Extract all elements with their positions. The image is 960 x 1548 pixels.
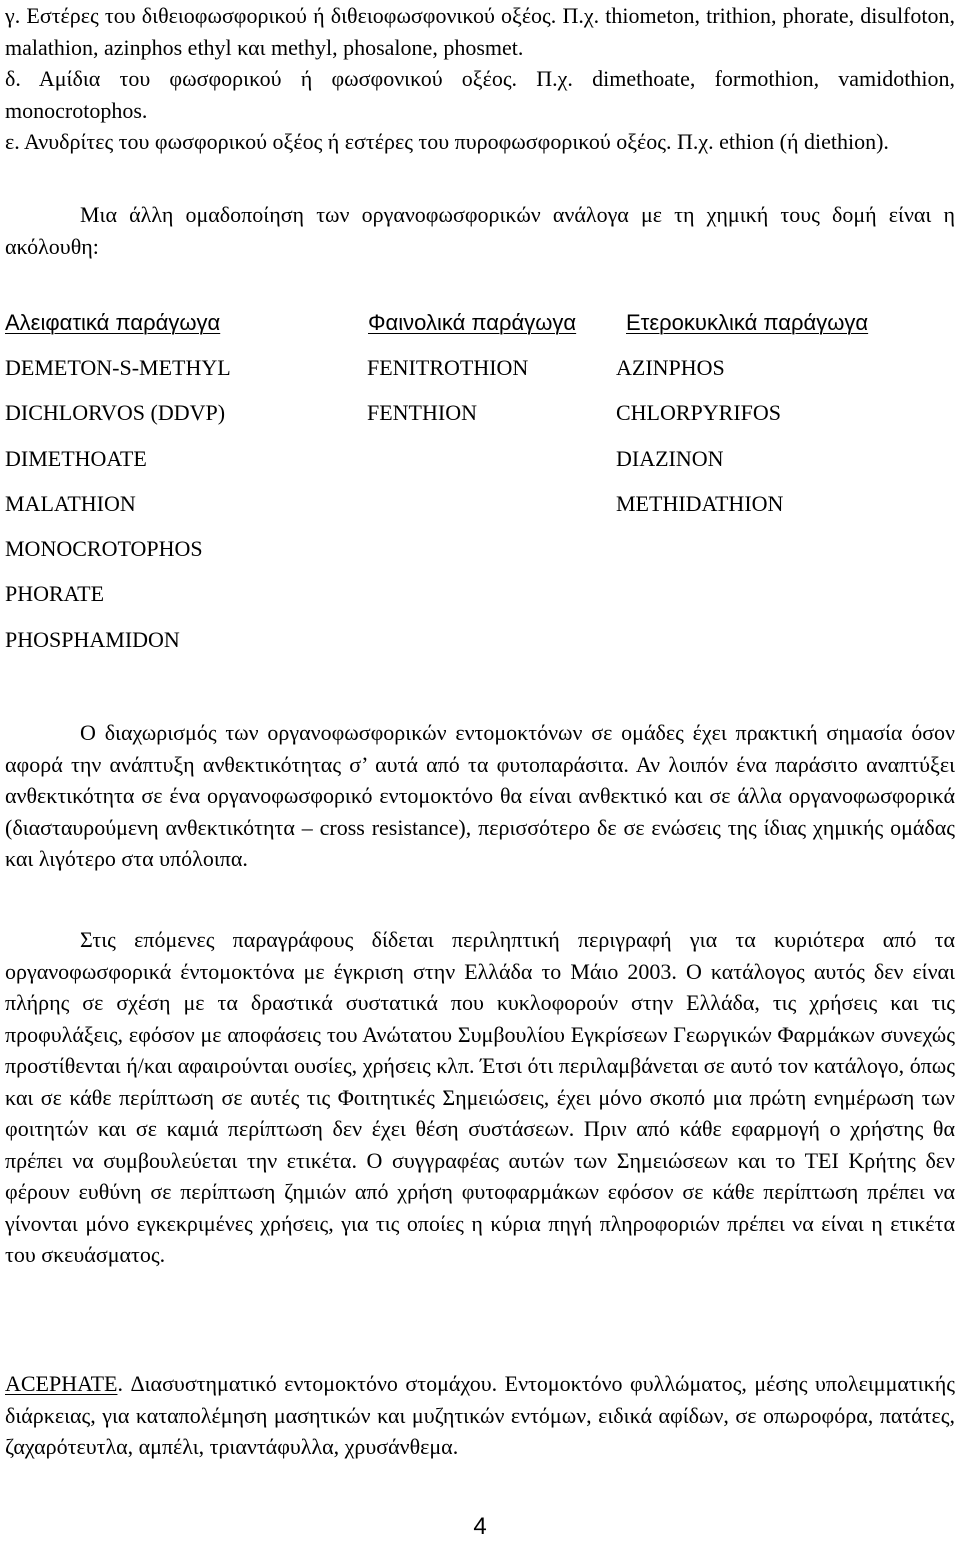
compound-name: AZINPHOS — [616, 355, 725, 380]
header-phenolic: Φαινολικά παράγωγα — [368, 310, 577, 335]
compound-name: MONOCROTOPHOS — [5, 536, 203, 562]
column-heterocyclic — [616, 352, 783, 533]
header-aliphatic: Αλειφατικά παράγωγα — [5, 310, 221, 335]
compound-name: DIAZINON — [616, 445, 724, 471]
page-number: 4 — [473, 1513, 487, 1540]
acephate-description: . Διασυστηματικό εντομοκτόνο στομάχου. Εντομοκτόνο φυλλώματος, μέσης υπολειμματικής διάρκειας, για καταπολέμηση μασητικών και μυζητικών εντόμων, ειδικά αφίδων, σε οπωροφόρα, πατάτες, ζαχαρότευτλα, αμπέλι, τριαντάφυλλα, χρυσάνθεμα. — [5, 1371, 955, 1459]
notes-section — [5, 924, 955, 1271]
compound-name: FENTHION — [367, 400, 477, 426]
class-item-g: γ. Εστέρες του διθειοφωσφορικού ή διθειοφωσφονικού οξέος. Π.χ. thiometon, trithion, phorate, disulfoton, malathion, azinphos ethyl και methyl, phosalone, phosmet. — [5, 3, 955, 60]
compound-name: MALATHION — [5, 490, 136, 516]
compound-name: PHOSPHAMIDON — [5, 626, 180, 652]
compound-name: CHLORPYRIFOS — [616, 400, 782, 426]
notes-paragraph: Στις επόμενες παραγράφους δίδεται περιληπτική περιγραφή για τα κυριότερα από τα οργανοφωσφορικά έντομοκτόνα με έγκριση στην Ελλάδα το Μάιο 2003. Ο κατάλογος αυτός δεν είναι πλήρης σε σχέση με τα δραστικά συστατικά που κυκλοφορούν στην Ελλάδα, τις χρήσεις και τις προφυλάξεις, εφόσον με αποφάσεις του Ανώτατου Συμβουλίου Εγκρίσεων Γεωργικών Φαρμάκων συνεχώς προστίθενται ή/και αφαιρούνται ουσίες, χρήσεις κλπ. Έτσι ότι περιλαμβάνεται σε αυτό τον κατάλογο, όπως και σε κάθε περίπτωση σε αυτές τις Φοιτητικές Σημειώσεις, έχει μόνο σκοπό μια πρώτη ενημέρωση των φοιτητών και σε καμιά περίπτωση δεν έχει θέση συστάσεων. Πριν από κάθε εφαρμογή ο χρήστης θα πρέπει να συμβουλεύεται την ετικέτα. Ο συγγραφέας αυτών των Σημειώσεων και το ΤΕΙ Κρήτης δεν φέρουν ευθύνη σε περίπτωση ζημιών από χρήση φυτοφαρμάκων εφόσον σε κάθε περίπτωση πρέπει να γίνονται μόνο εγκεκριμένες χρήσεις, για τις οποίες η κύρια πηγή πληροφοριών πρέπει να είναι η ετικέτα του σκευάσματος. — [5, 927, 955, 1267]
compound-name: METHIDATHION — [616, 490, 784, 516]
resistance-section — [5, 717, 955, 875]
acephate-section — [5, 1368, 955, 1463]
column-aliphatic — [5, 352, 231, 669]
compound-name: DICHLORVOS (DDVP) — [5, 400, 226, 426]
class-list — [5, 0, 955, 158]
acephate-paragraph — [5, 1368, 955, 1463]
compound-name: DEMETON-S-METHYL — [5, 355, 231, 380]
compound-name: PHORATE — [5, 581, 105, 607]
acephate-term: ACEPHATE — [5, 1371, 118, 1396]
grouping-intro — [5, 199, 955, 262]
column-phenolic — [367, 352, 528, 443]
resistance-paragraph: Ο διαχωρισμός των οργανοφωσφορικών εντομοκτόνων σε ομάδες έχει πρακτική σημασία όσον αφορά την ανάπτυξη ανθεκτικότητας σ’ αυτά από τα φυτοπαράσιτα. Αν λοιπόν ένα παράσιτο αναπτύξει ανθεκτικότητα σε ένα οργανοφωσφορικό εντομοκτόνο θα είναι ανθεκτικό και σε άλλα οργανοφωσφορικά (διασταυρούμενη ανθεκτικότητα – cross resistance), περισσότερο δε σε ενώσεις της ίδιας χημικής ομάδας και λιγότερο στα υπόλοιπα. — [5, 720, 955, 871]
grouping-intro-text: Μια άλλη ομαδοποίηση των οργανοφωσφορικών ανάλογα με τη χημική τους δομή είναι η ακόλουθη: — [5, 202, 955, 259]
compound-name: FENITROTHION — [367, 355, 529, 380]
class-item-d: δ. Αμίδια του φωσφορικού ή φωσφονικού οξέος. Π.χ. dimethoate, formothion, vamidothion, monocrotophos. — [5, 66, 955, 123]
class-item-e: ε. Ανυδρίτες του φωσφορικού οξέος ή εστέρες του πυροφωσφορικού οξέος. Π.χ. ethion (ή diethion). — [5, 129, 889, 154]
header-heterocyclic: Ετεροκυκλικά παράγωγα — [626, 310, 869, 335]
compound-name: DIMETHOATE — [5, 445, 147, 471]
